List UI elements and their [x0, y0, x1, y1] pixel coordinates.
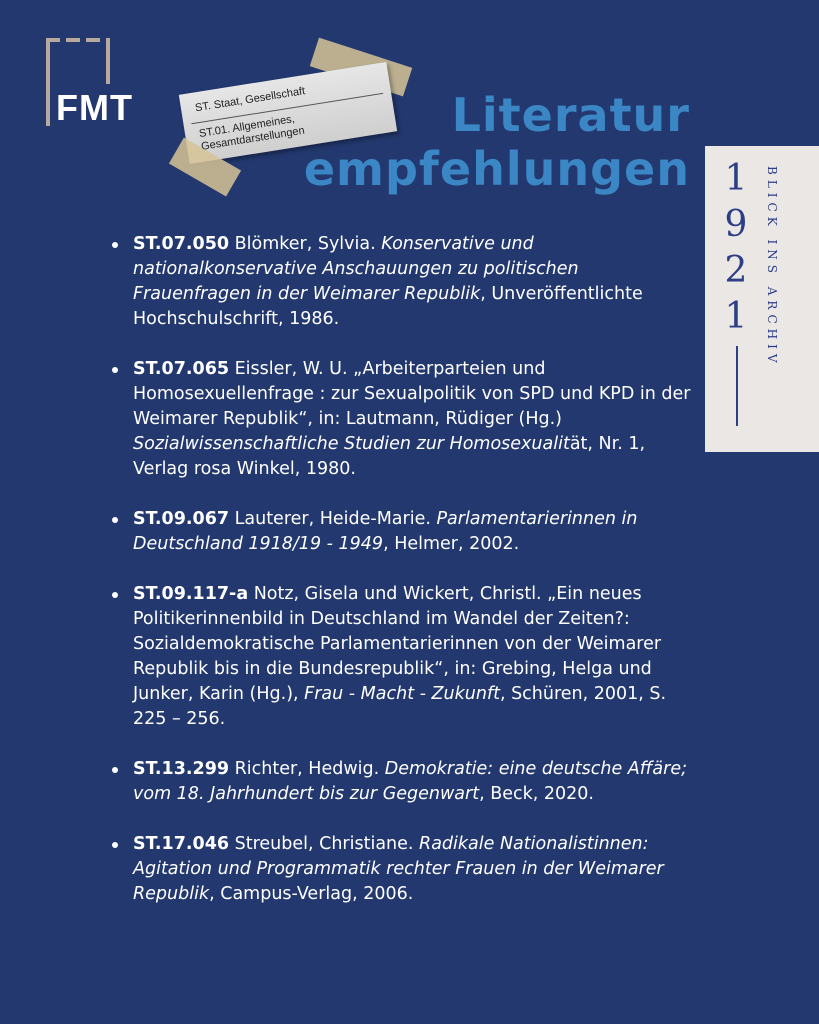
reference-title: Sozialwissenschaftliche Studien zur Homosexualit [133, 434, 570, 454]
reference-item [112, 232, 700, 332]
reference-signature: ST.07.065 [133, 359, 230, 379]
reference-item [112, 357, 700, 482]
reference-title: Radikale Nationalistinnen: Agitation und Programmatik rechter Frauen in der Weimarer Republik [133, 834, 664, 904]
logo-text: FMT [56, 87, 133, 128]
reference-title: Parlamentarierinnen in Deutschland 1918/19 - 1949 [133, 509, 638, 554]
page-title [270, 88, 690, 196]
year-digit: 1 [724, 296, 748, 337]
reference-signature: ST.17.046 [133, 834, 230, 854]
year-digit: 2 [724, 250, 748, 291]
reference-author: Lauterer, Heide-Marie. [229, 509, 437, 529]
logo-frame-right [106, 38, 110, 84]
label-subcategory: ST.01. Allgemeines, Gesamtdarstellungen [198, 113, 306, 153]
year-digit: 1 [724, 158, 748, 199]
fmt-logo [46, 38, 138, 130]
year-vertical [721, 156, 751, 340]
logo-frame-top [46, 38, 110, 42]
reference-author: Blömker, Sylvia. [229, 234, 382, 254]
reference-title: Demokratie: eine deutsche Affäre; vom 18. Jahrhundert bis zur Gegenwart [133, 759, 687, 804]
sidebar-banner [705, 146, 819, 452]
reference-item [112, 757, 700, 807]
reference-item [112, 832, 700, 907]
reference-title: Konservative und nationalkonservative Anschauungen zu politischen Frauenfragen in der Weimarer Republik [133, 234, 579, 304]
reference-publisher: , Helmer, 2002. [383, 534, 520, 554]
logo-frame-left [46, 38, 50, 126]
year-digit: 9 [724, 204, 748, 245]
reference-item [112, 582, 700, 732]
reference-item [112, 507, 700, 557]
reference-author: Streubel, Christiane. [229, 834, 420, 854]
title-line-1: Literatur [451, 88, 690, 142]
reference-publisher: , Schüren, 2001, S. 225 – 256. [133, 684, 667, 729]
reference-signature: ST.09.117-a [133, 584, 249, 604]
label-category: ST. Staat, Gesellschaft [194, 85, 306, 115]
sidebar-rule [736, 346, 738, 426]
sidebar-caption: BLICK INS ARCHIV [765, 166, 779, 368]
reference-publisher: , Beck, 2020. [479, 784, 594, 804]
reference-signature: ST.09.067 [133, 509, 230, 529]
reference-signature: ST.07.050 [133, 234, 230, 254]
reference-publisher: , Unveröffentlichte Hochschulschrift, 1986. [133, 284, 643, 329]
reference-publisher: ät, Nr. 1, Verlag rosa Winkel, 1980. [133, 434, 646, 479]
reference-author: Richter, Hedwig. [229, 759, 385, 779]
reference-signature: ST.13.299 [133, 759, 230, 779]
title-line-2: empfehlungen [303, 142, 690, 196]
reference-author: Eissler, W. U. „Arbeiterparteien und Homosexuellenfrage : zur Sexualpolitik von SPD und KPD in der Weimarer Republik“, in: Lautmann, Rüdiger (Hg.) [133, 359, 691, 429]
reference-list [112, 232, 700, 932]
reference-title: Frau - Macht - Zukunft [304, 684, 500, 704]
reference-publisher: , Campus-Verlag, 2006. [209, 884, 414, 904]
reference-author: Notz, Gisela und Wickert, Christl. „Ein neues Politikerinnenbild in Deutschland im Wandel der Zeiten?: Sozialdemokratische Parlamentarierinnen von der Weimarer Republik bis in die Bundesrepublik“, in: Grebing, Helga und Junker, Karin (Hg.), [133, 584, 662, 704]
